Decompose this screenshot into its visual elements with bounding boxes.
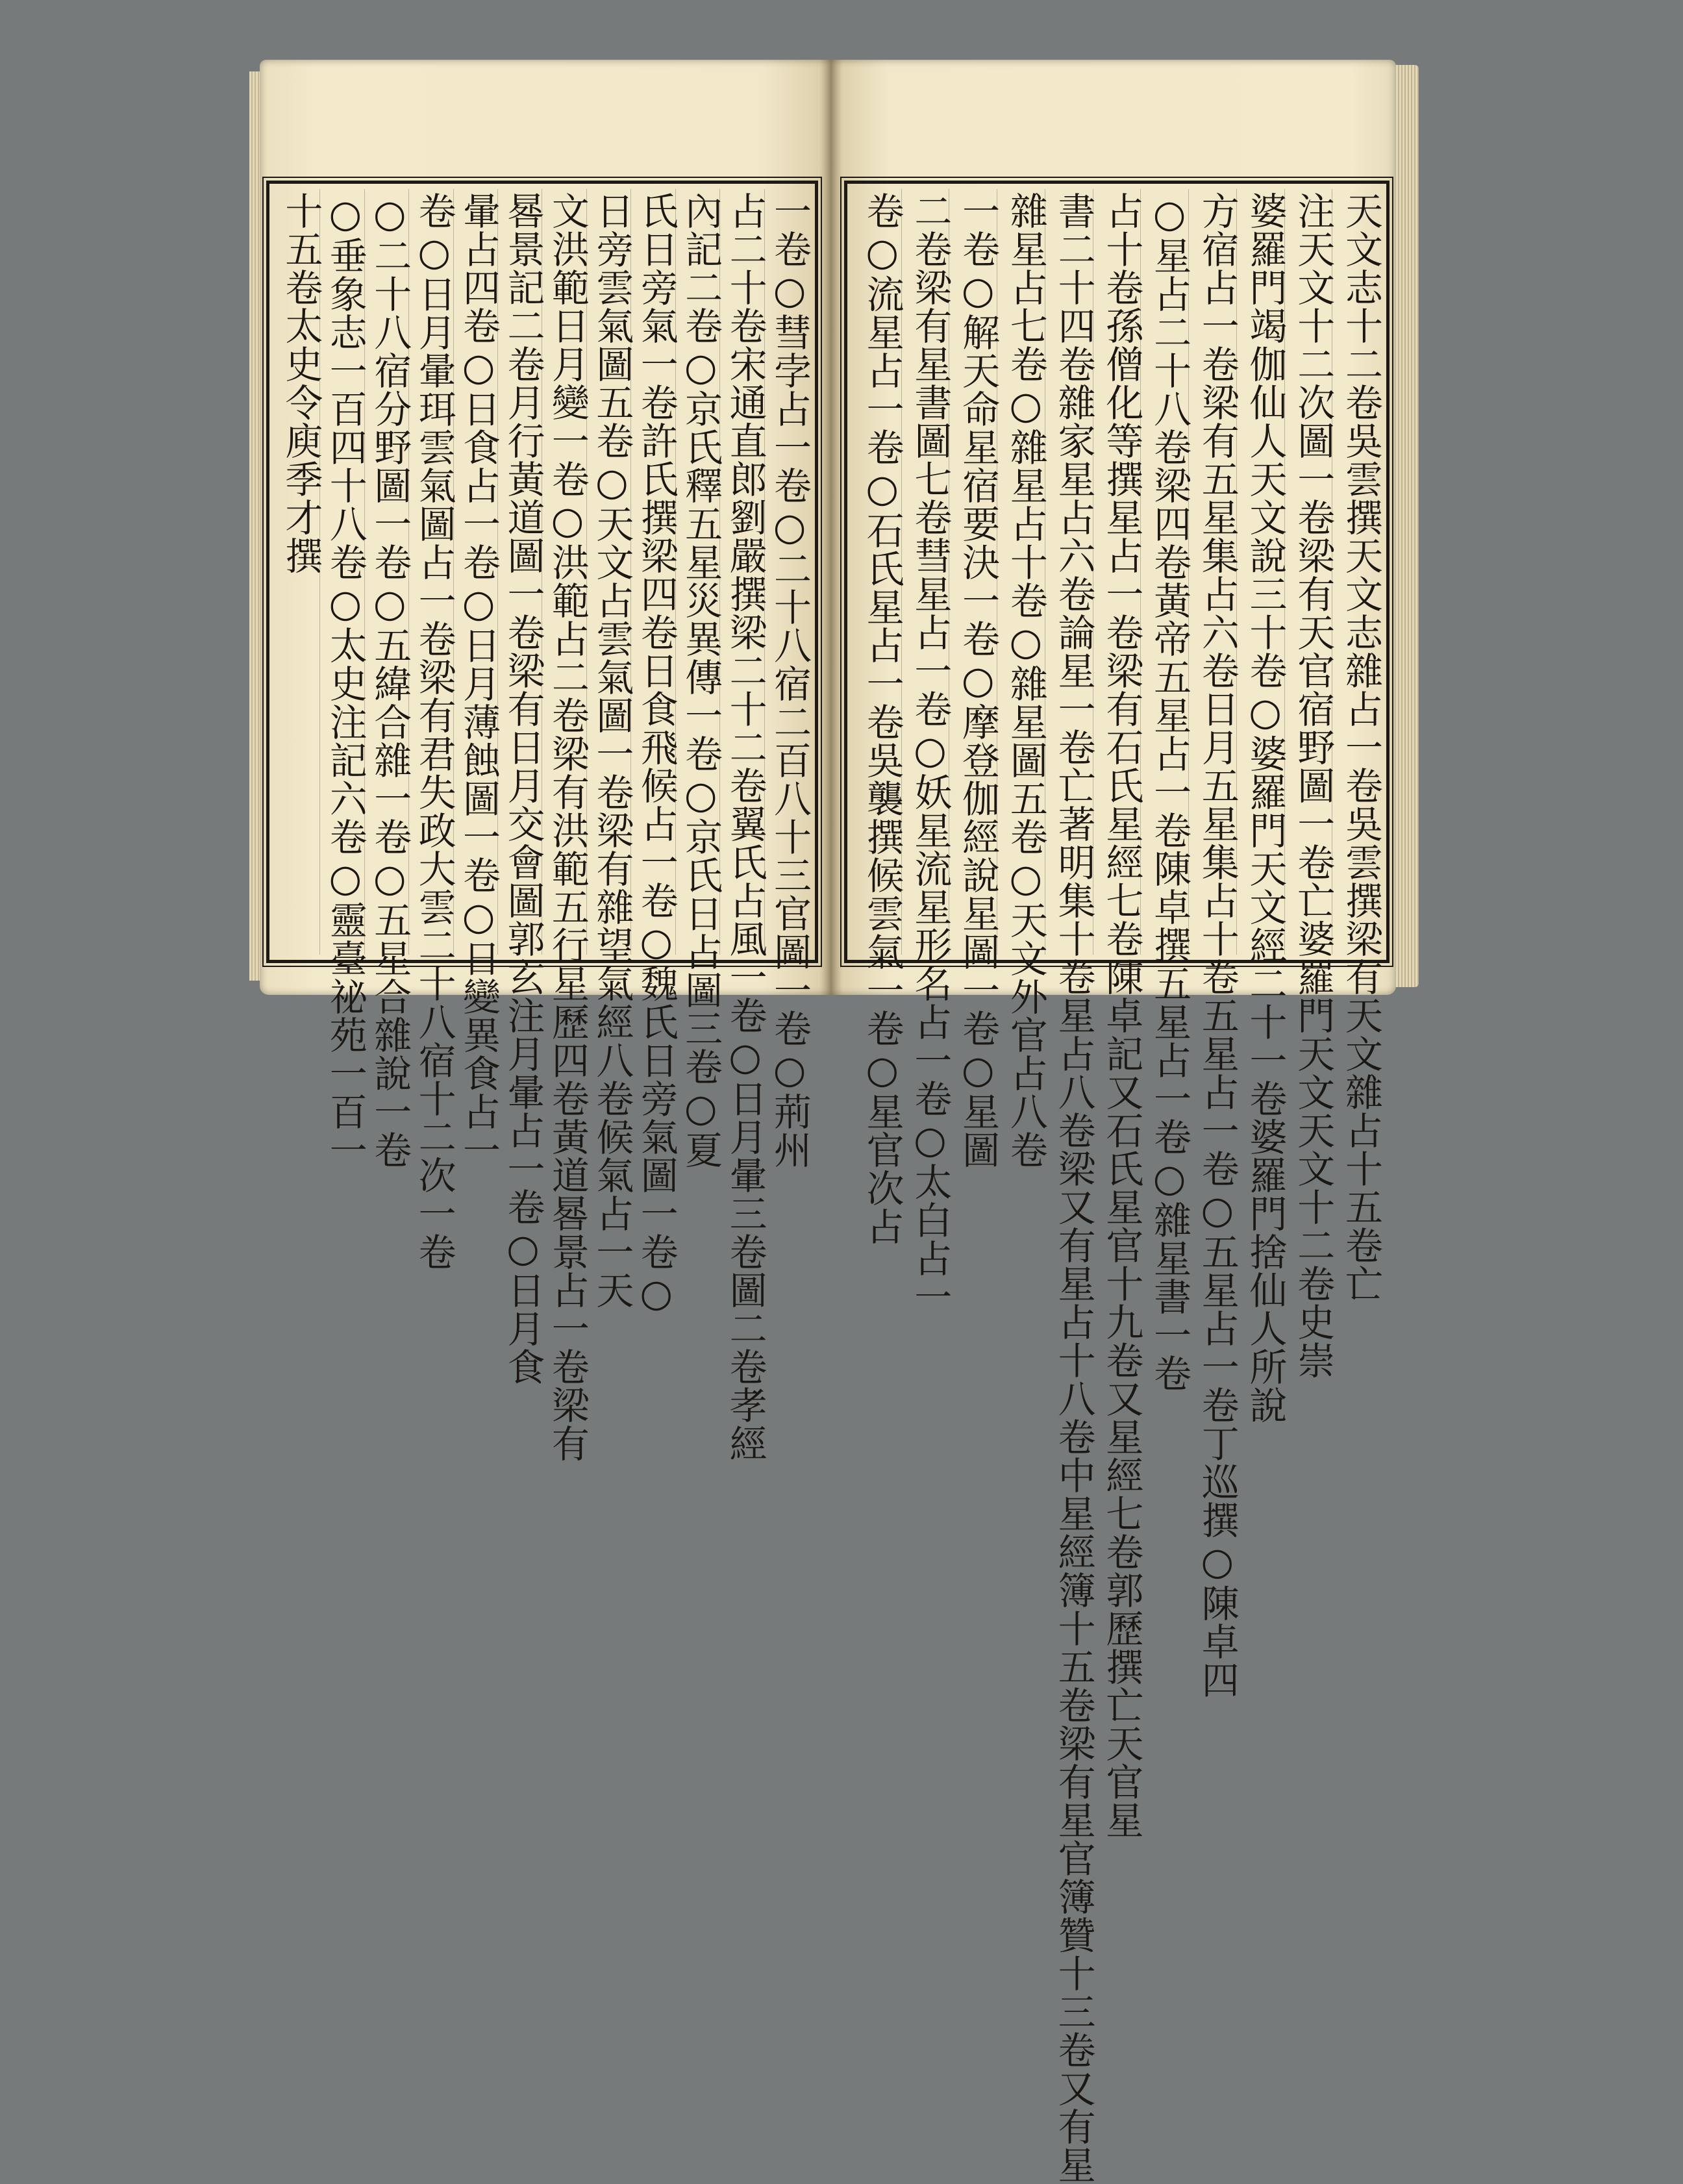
text-column: ○星占二十八卷梁四卷黃帝五星占一卷陳卓撰五星占一卷○雜星書一卷 <box>1140 189 1188 955</box>
left-text-frame <box>266 181 818 1462</box>
text-column: 內記二卷○京氏釋五星災異傳一卷○京氏日占圖三卷○夏 <box>675 189 719 955</box>
text-column: ○二十八宿分野圖一卷○五緯合雜一卷○五星合雜說一卷 <box>364 189 408 955</box>
left-columns <box>276 189 812 1462</box>
text-column: 占十卷孫僧化等撰星占一卷梁有石氏星經七卷陳卓記又石氏星官十九卷又星經七卷郭歷撰亡天官星 <box>1093 189 1141 955</box>
text-column: 天文志十二卷吳雲撰天文志雜占一卷吳雲撰梁有天文雜占十五卷亡 <box>1332 189 1380 955</box>
text-column: 十五卷太史令庾季才撰 <box>279 192 323 575</box>
text-column: 占二十卷宋通直郎劉嚴撰梁二十二卷翼氏占風一卷○日月暈三卷圖二卷孝經 <box>719 189 764 955</box>
text-column: 一卷○解天命星宿要決一卷○摩登伽經說星圖一卷○星圖 <box>949 189 997 955</box>
text-column: 婆羅門竭伽仙人天文說三十卷○婆羅門天文經二十一卷婆羅門捨仙人所說 <box>1236 189 1284 955</box>
text-column: 一卷○彗孛占一卷○二十八宿二百八十三官圖一卷○荊州 <box>764 189 808 955</box>
text-column: ○垂象志一百四十八卷○太史注記六卷○靈臺祕苑一百一 <box>319 189 364 955</box>
text-column: 卷○日月暈珥雲氣圖占一卷梁有君失政大雲二十八宿十二次一卷 <box>408 189 453 955</box>
text-column: 文洪範日月變一卷○洪範占二卷梁有洪範五行星歷四卷黃道晷景占一卷梁有 <box>542 189 586 955</box>
text-column: 雜星占七卷○雜星占十卷○雜星圖五卷○天文外官占八卷 <box>997 189 1045 955</box>
text-column: 方宿占一卷梁有五星集占六卷日月五星集占十卷五星占一卷○五星占一卷丁巡撰○陳卓四 <box>1188 189 1236 955</box>
text-column: 二卷梁有星書圖七卷彗星占一卷○妖星流星形名占一卷○太白占一 <box>901 189 949 955</box>
text-column: 日旁雲氣圖五卷○天文占雲氣圖一卷梁有雜望氣經八卷候氣占一天 <box>586 189 630 955</box>
right-columns <box>854 189 1383 2184</box>
text-column: 氏日旁氣一卷許氏撰梁四卷日食飛候占一卷○魏氏日旁氣圖一卷○ <box>630 189 675 955</box>
text-column: 晷景記二卷月行黃道圖一卷梁有日月交會圖郭玄注月暈占一卷○日月食 <box>497 189 542 955</box>
book-gutter <box>819 60 843 995</box>
right-text-frame <box>844 181 1390 2184</box>
text-column: 注天文十二次圖一卷梁有天官宿野圖一卷亡婆羅門天文天文十二卷史崇 <box>1284 189 1332 955</box>
text-column: 書二十四卷雜家星占六卷論星一卷亡著明集十卷星占八卷梁又有星占十八卷中星經簿十五卷梁有星官簿贊十三卷又有星 <box>1045 189 1093 955</box>
text-column: 暈占四卷○日食占一卷○日月薄蝕圖一卷○日變異食占一 <box>453 189 497 955</box>
text-column: 卷○流星占一卷○石氏星占一卷吳襲撰候雲氣一卷○星官次占 <box>860 192 904 1246</box>
